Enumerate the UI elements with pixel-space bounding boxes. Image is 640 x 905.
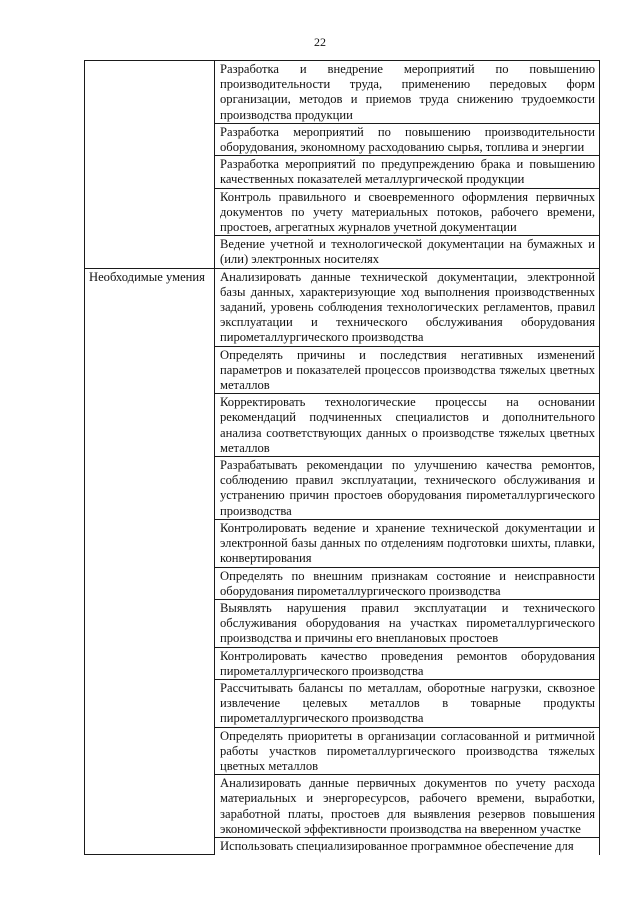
table-row: [85, 268, 600, 346]
table-cell: Разработка мероприятий по повышению производительности оборудования, экономному расходованию сырья, топлива и энергии: [215, 123, 600, 155]
table-cell: Анализировать данные первичных документов по учету расхода материальных и энергоресурсов, рабочего времени, выработки, заработной платы, простоев для выявления резервов повышения экономической эффективности производства на вверенном участке: [215, 775, 600, 838]
table-cell: Разработка мероприятий по предупреждению брака и повышению качественных показателей металлургической продукции: [215, 156, 600, 188]
page-number: 22: [314, 35, 326, 49]
table-row: [85, 61, 600, 124]
skills-label-cell: Необходимые умения: [85, 268, 215, 855]
table-cell: Выявлять нарушения правил эксплуатации и технического обслуживания оборудования на участках пирометаллургического производства и причины его внеплановых простоев: [215, 599, 600, 647]
table-cell: Определять приоритеты в организации согласованной и ритмичной работы участков пирометаллургического производства тяжелых цветных металлов: [215, 727, 600, 775]
table-cell: Ведение учетной и технологической документации на бумажных и (или) электронных носителях: [215, 236, 600, 268]
table-cell: Контролировать качество проведения ремонтов оборудования пирометаллургического производства: [215, 647, 600, 679]
table-cell: Анализировать данные технической документации, электронной базы данных, характеризующие ход выполнения производственных заданий, уровень соблюдения технологических регламентов, правил эксплуатации и технического обслуживания оборудования пирометаллургического производства: [215, 268, 600, 346]
table-cell: Определять по внешним признакам состояние и неисправности оборудования пирометаллургического производства: [215, 567, 600, 599]
table-cell: Разработка и внедрение мероприятий по повышению производительности труда, применению передовых форм организации, методов и приемов труда снижению трудоемкости производства продукции: [215, 61, 600, 124]
table-cell: Использовать специализированное программное обеспечение для: [215, 837, 600, 855]
table-cell: Определять причины и последствия негативных изменений параметров и показателей процессов производства тяжелых цветных металлов: [215, 346, 600, 394]
table-cell: Контролировать ведение и хранение технической документации и электронной базы данных по отделениям подготовки шихты, плавки, конвертирования: [215, 519, 600, 567]
requirements-table: [84, 60, 600, 855]
table-cell: Корректировать технологические процессы на основании рекомендаций подчиненных специалистов и дополнительного анализа соответствующих данных о производстве тяжелых цветных металлов: [215, 394, 600, 457]
section-label-cell: [85, 61, 215, 269]
table-cell: Контроль правильного и своевременного оформления первичных документов по учету материальных потоков, рабочего времени, простоев, агрегатных журналов учетной документации: [215, 188, 600, 236]
table-cell: Рассчитывать балансы по металлам, оборотные нагрузки, сквозное извлечение целевых металлов в товарные продукты пирометаллургического производства: [215, 679, 600, 727]
table-cell: Разрабатывать рекомендации по улучшению качества ремонтов, соблюдению правил эксплуатации, технического обслуживания и устранению причин простоев оборудования пирометаллургического производства: [215, 457, 600, 520]
